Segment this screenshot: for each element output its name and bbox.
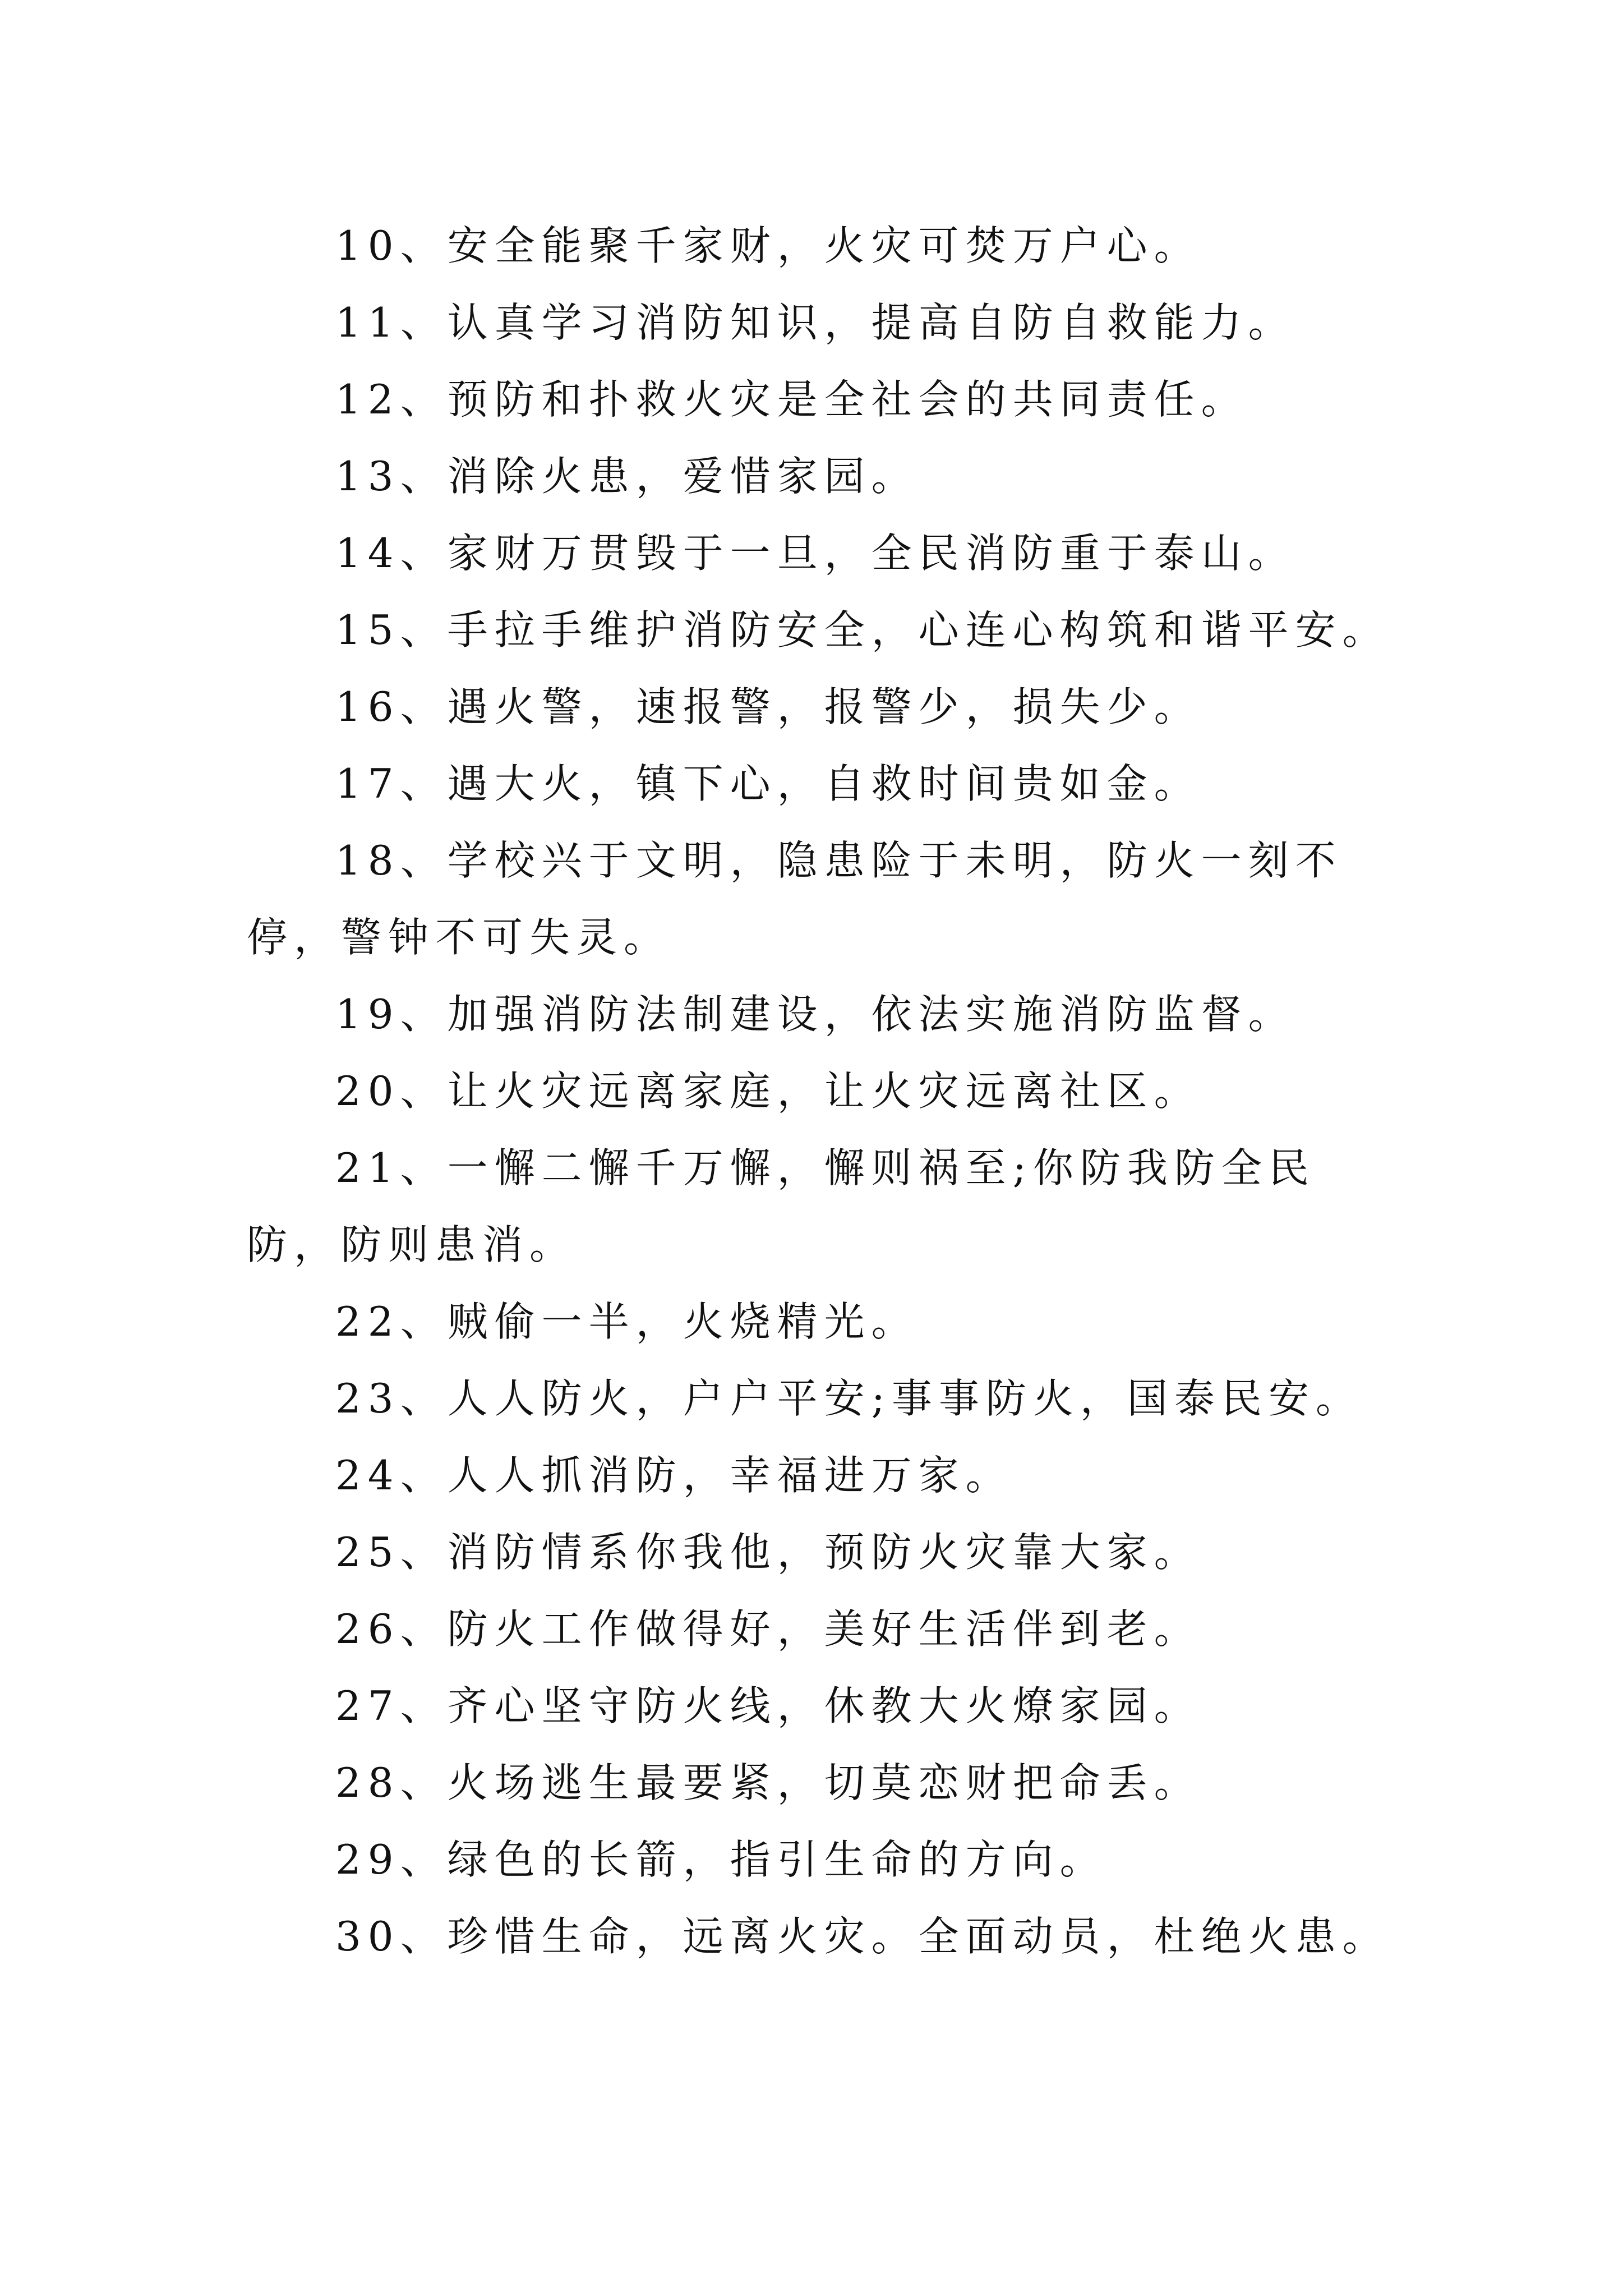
slogan-item-17: 17、遇大火，镇下心，自救时间贵如金。 bbox=[335, 760, 1201, 807]
slogan-item-16: 16、遇火警，速报警，报警少，损失少。 bbox=[335, 683, 1201, 730]
slogan-item-27: 27、齐心坚守防火线，休教大火燎家园。 bbox=[335, 1682, 1201, 1729]
slogan-item-13: 13、消除火患，爱惜家园。 bbox=[335, 453, 919, 500]
slogan-item-19: 19、加强消防法制建设，依法实施消防监督。 bbox=[335, 991, 1295, 1038]
slogan-item-26: 26、防火工作做得好，美好生活伴到老。 bbox=[335, 1605, 1201, 1653]
slogan-item-28: 28、火场逃生最要紧，切莫恋财把命丢。 bbox=[335, 1759, 1201, 1806]
slogan-item-11: 11、认真学习消防知识，提高自防自救能力。 bbox=[335, 299, 1295, 346]
slogan-item-21: 21、一懈二懈千万懈，懈则祸至;你防我防全民防，防则患消。 bbox=[247, 1144, 1316, 1268]
slogan-item-30: 30、珍惜生命，远离火灾。全面动员，杜绝火患。 bbox=[335, 1913, 1390, 1960]
slogan-item-12: 12、预防和扑救火灾是全社会的共同责任。 bbox=[335, 376, 1248, 423]
slogan-item-20: 20、让火灾远离家庭，让火灾远离社区。 bbox=[335, 1068, 1201, 1115]
slogan-item-14: 14、家财万贯毁于一旦，全民消防重于泰山。 bbox=[335, 530, 1295, 577]
slogan-list bbox=[247, 208, 1391, 1975]
slogan-item-24: 24、人人抓消防，幸福进万家。 bbox=[335, 1452, 1013, 1499]
slogan-item-29: 29、绿色的长箭，指引生命的方向。 bbox=[335, 1836, 1107, 1883]
slogan-item-23: 23、人人防火，户户平安;事事防火，国泰民安。 bbox=[335, 1375, 1363, 1422]
slogan-item-18: 18、学校兴于文明，隐患险于未明，防火一刻不停，警钟不可失灵。 bbox=[247, 837, 1343, 961]
slogan-item-10: 10、安全能聚千家财，火灾可焚万户心。 bbox=[335, 222, 1201, 269]
slogan-item-22: 22、贼偷一半，火烧精光。 bbox=[335, 1298, 919, 1345]
slogan-item-25: 25、消防情系你我他，预防火灾靠大家。 bbox=[335, 1529, 1201, 1576]
slogan-item-15: 15、手拉手维护消防安全，心连心构筑和谐平安。 bbox=[335, 606, 1390, 654]
